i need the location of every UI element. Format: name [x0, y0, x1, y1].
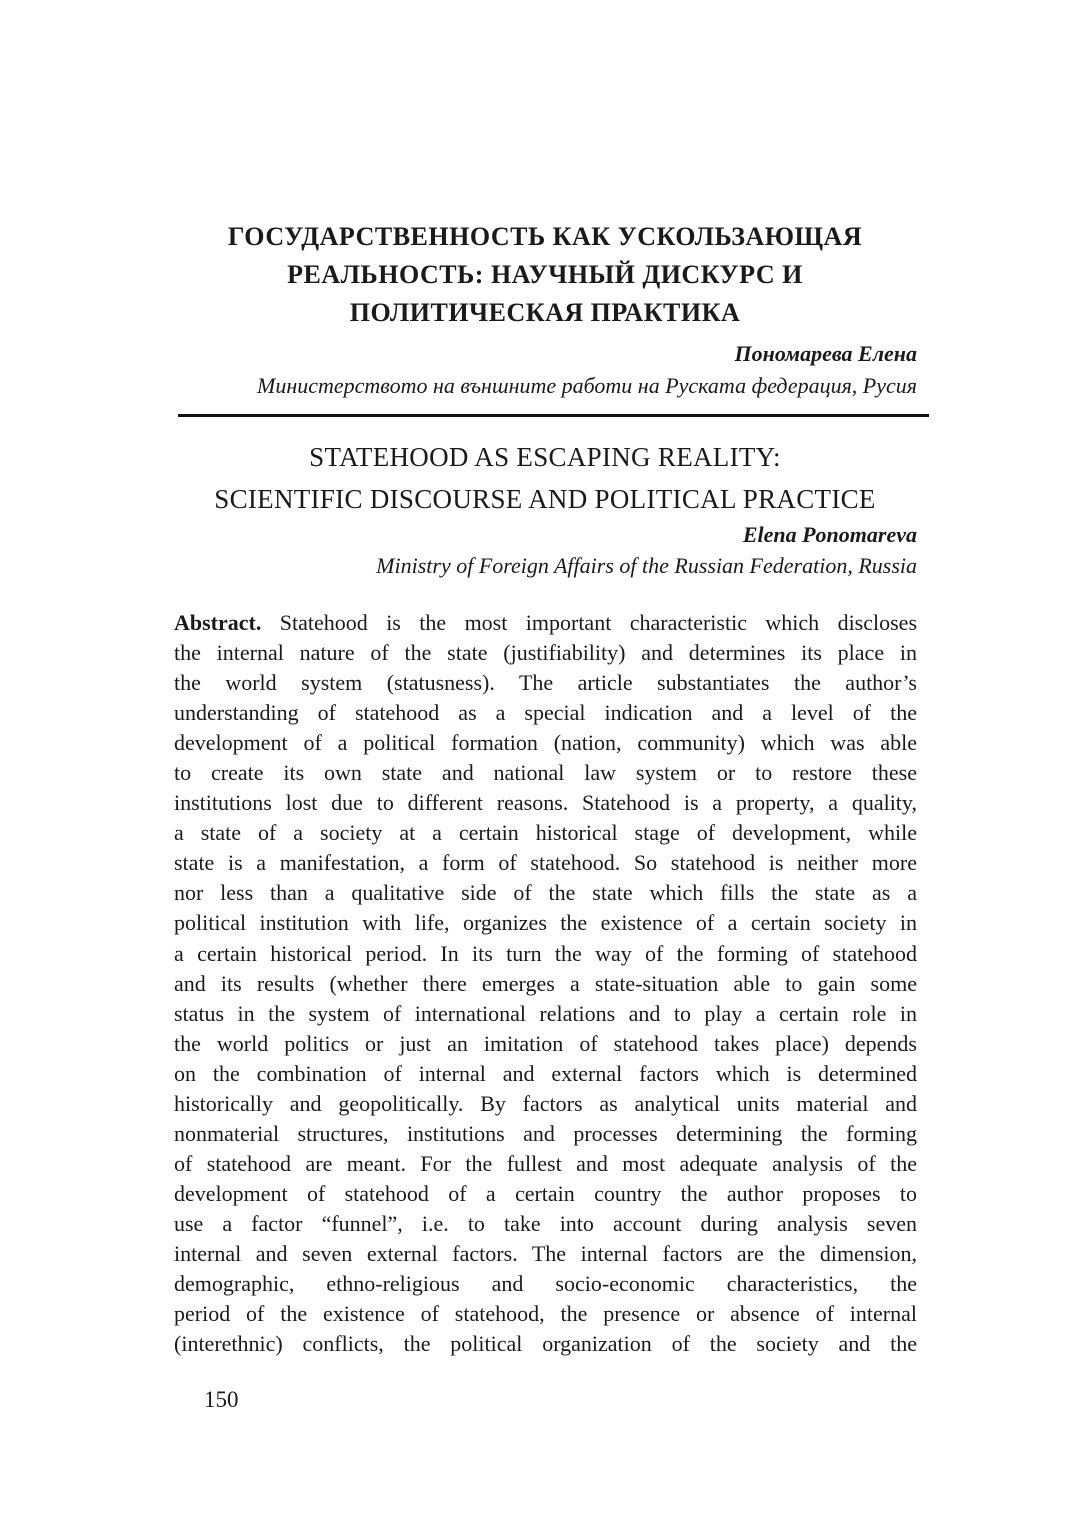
abstract-line: and its results (whether there emerges a state-situation able to gain some	[174, 970, 917, 996]
abstract-line: to create its own state and national law system or to restore these	[174, 760, 917, 786]
abstract-line: of statehood are meant. For the fullest and most adequate analysis of the	[174, 1150, 917, 1176]
abstract-line: nor less than a qualitative side of the state which fills the state as a	[174, 880, 917, 906]
abstract-line: demographic, ethno-religious and socio-economic characteristics, the	[174, 1271, 917, 1297]
abstract-first-line-text: Statehood is the most important characteristic which discloses	[279, 610, 918, 635]
english-author: Elena Ponomareva	[742, 522, 917, 547]
abstract-line: development of statehood of a certain country the author proposes to	[174, 1180, 917, 1206]
abstract-line: internal and seven external factors. The internal factors are the dimension,	[174, 1240, 917, 1266]
english-affiliation: Ministry of Foreign Affairs of the Russian Federation, Russia	[376, 553, 917, 578]
abstract-line: political institution with life, organizes the existence of a certain society in	[174, 910, 917, 936]
abstract-line: the internal nature of the state (justifiability) and determines its place in	[174, 640, 917, 666]
english-title-line: SCIENTIFIC DISCOURSE AND POLITICAL PRACTICE	[214, 484, 876, 514]
abstract-line: historically and geopolitically. By factors as analytical units material and	[174, 1090, 917, 1116]
page-number: 150	[204, 1387, 239, 1412]
abstract	[174, 608, 917, 1359]
abstract-line	[174, 608, 917, 638]
abstract-line: the world system (statusness). The article substantiates the author’s	[174, 670, 917, 696]
abstract-line: understanding of statehood as a special indication and a level of the	[174, 700, 917, 726]
abstract-line: state is a manifestation, a form of statehood. So statehood is neither more	[174, 850, 917, 876]
english-title	[150, 436, 940, 520]
abstract-line: on the combination of internal and external factors which is determined	[174, 1060, 917, 1086]
russian-title-line: ГОСУДАРСТВЕННОСТЬ КАК УСКОЛЬЗАЮЩАЯ	[227, 222, 863, 251]
russian-title-line: РЕАЛЬНОСТЬ: НАУЧНЫЙ ДИСКУРС И	[287, 260, 803, 289]
abstract-label: Abstract.	[174, 610, 262, 635]
abstract-line: development of a political formation (nation, community) which was able	[174, 730, 917, 756]
russian-author: Пономарева Елена	[734, 341, 917, 366]
english-title-line: STATEHOOD AS ESCAPING REALITY:	[309, 442, 781, 472]
abstract-line: a certain historical period. In its turn the way of the forming of statehood	[174, 940, 917, 966]
abstract-line: status in the system of international relations and to play a certain role in	[174, 1000, 917, 1026]
abstract-line: nonmaterial structures, institutions and processes determining the forming	[174, 1120, 917, 1146]
abstract-line: period of the existence of statehood, the presence or absence of internal	[174, 1301, 917, 1327]
abstract-line: a state of a society at a certain historical stage of development, while	[174, 820, 917, 846]
abstract-line: (interethnic) conflicts, the political organization of the society and the	[174, 1331, 917, 1357]
abstract-line: use a factor “funnel”, i.e. to take into account during analysis seven	[174, 1210, 917, 1236]
russian-title-line: ПОЛИТИЧЕСКАЯ ПРАКТИКА	[349, 298, 741, 327]
russian-title	[150, 218, 940, 332]
abstract-line: the world politics or just an imitation of statehood takes place) depends	[174, 1030, 917, 1056]
abstract-line: institutions lost due to different reasons. Statehood is a property, a quality,	[174, 790, 917, 816]
title-divider	[178, 414, 929, 417]
russian-affiliation: Министерството на външните работи на Руската федерация, Русия	[257, 373, 917, 398]
